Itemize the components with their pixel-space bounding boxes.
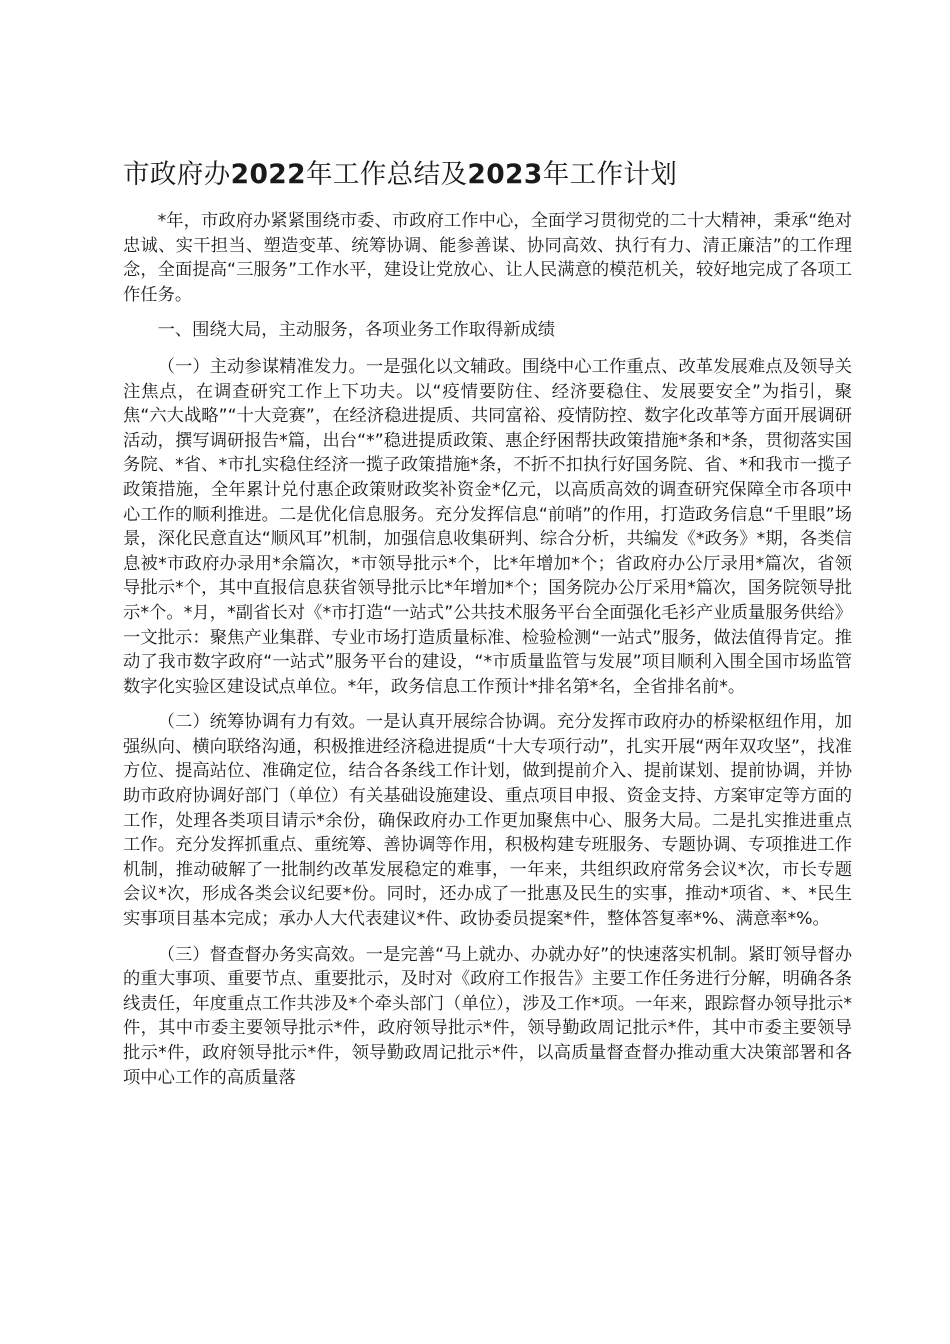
body-paragraph: （一）主动参谋精准发力。一是强化以文辅政。围绕中心工作重点、改革发展难点及领导关注焦点，在调查研究工作上下功夫。以“疫情要防住、经济要稳住、发展要安全”为指引，聚焦“六大战略”“十大竞赛”，在经济稳进提质、共同富裕、疫情防控、数字化改革等方面开展调研活动，撰写调研报告*篇，出台“*”稳进提质政策、惠企纾困帮扶政策措施*条和*条，贯彻落实国务院、*省、*市扎实稳住经济一揽子政策措施*条，不折不扣执行好国务院、省、*和我市一揽子政策措施，全年累计兑付惠企政策财政奖补资金*亿元，以高质高效的调查研究保障全市各项中心工作的顺利推进。二是优化信息服务。充分发挥信息“前哨”的作用，打造政务信息“千里眼”场景，深化民意直达“顺风耳”机制，加强信息收集研判、综合分析，共编发《*政务》*期，各类信息被*市政府办录用*余篇次，*市领导批示*个，比*年增加*个；省政府办公厅录用*篇次，省领导批示*个，其中直报信息获省领导批示比*年增加*个；国务院办公厅采用*篇次，国务院领导批示*个。*月，*副省长对《*市打造“一站式”公共技术服务平台全面强化毛衫产业质量服务供给》一文批示：聚焦产业集群、专业市场打造质量标准、检验检测“一站式”服务，做法值得肯定。推动了我市数字政府“一站式”服务平台的建设，“*市质量监管与发展”项目顺利入围全国市场监管数字化实验区建设试点单位。*年，政务信息工作预计*排名第*名，全省排名前*。 [123,356,852,697]
intro-paragraph: *年，市政府办紧紧围绕市委、市政府工作中心，全面学习贯彻党的二十大精神，秉承“绝对忠诚、实干担当、塑造变革、统筹协调、能参善谋、协同高效、执行有力、清正廉洁”的工作理念，全面提高“三服务”工作水平，建设让党放心、让人民满意的模范机关，较好地完成了各项工作任务。 [123,211,852,305]
document-body [123,209,852,1101]
title-part-2: 年工作总结及 [305,159,468,190]
document-title [123,153,883,197]
title-year-1: 2022 [230,159,306,190]
body-paragraph: （二）统筹协调有力有效。一是认真开展综合协调。充分发挥市政府办的桥梁枢纽作用，加强纵向、横向联络沟通，积极推进经济稳进提质“十大专项行动”，扎实开展“两年双攻坚”，找准方位、提高站位、准确定位，结合各条线工作计划，做到提前介入、提前谋划、提前协调，并协助市政府协调好部门（单位）有关基础设施建设、重点项目申报、资金支持、方案审定等方面的工作，处理各类项目请示*余份，确保政府办工作更加聚焦中心、服务大局。二是扎实推进重点工作。充分发挥抓重点、重统筹、善协调等作用，积极构建专班服务、专题协调、专项推进工作机制，推动破解了一批制约改革发展稳定的难事，一年来，共组织政府常务会议*次，市长专题会议*次，形成各类会议纪要*份。同时，还办成了一批惠及民生的实事，推动*项省、*、*民生实事项目基本完成；承办人大代表建议*件、政协委员提案*件，整体答复率*%、满意率*%。 [123,712,852,930]
body-paragraph: （三）督查督办务实高效。一是完善“马上就办、办就办好”的快速落实机制。紧盯领导督办的重大事项、重要节点、重要批示，及时对《政府工作报告》主要工作任务进行分解，明确各条线责任，年度重点工作共涉及*个牵头部门（单位），涉及工作*项。一年来，跟踪督办领导批示*件，其中市委主要领导批示*件，政府领导批示*件，领导勤政周记批示*件，其中市委主要领导批示*件，政府领导批示*件，领导勤政周记批示*件，以高质量督查督办推动重大决策部署和各项中心工作的高质量落 [123,944,852,1088]
title-year-2: 2023 [467,159,543,190]
title-part-3: 年工作计划 [542,159,678,190]
title-part-1: 市政府办 [123,159,231,190]
section-heading: 一、围绕大局，主动服务，各项业务工作取得新成绩 [157,320,556,341]
